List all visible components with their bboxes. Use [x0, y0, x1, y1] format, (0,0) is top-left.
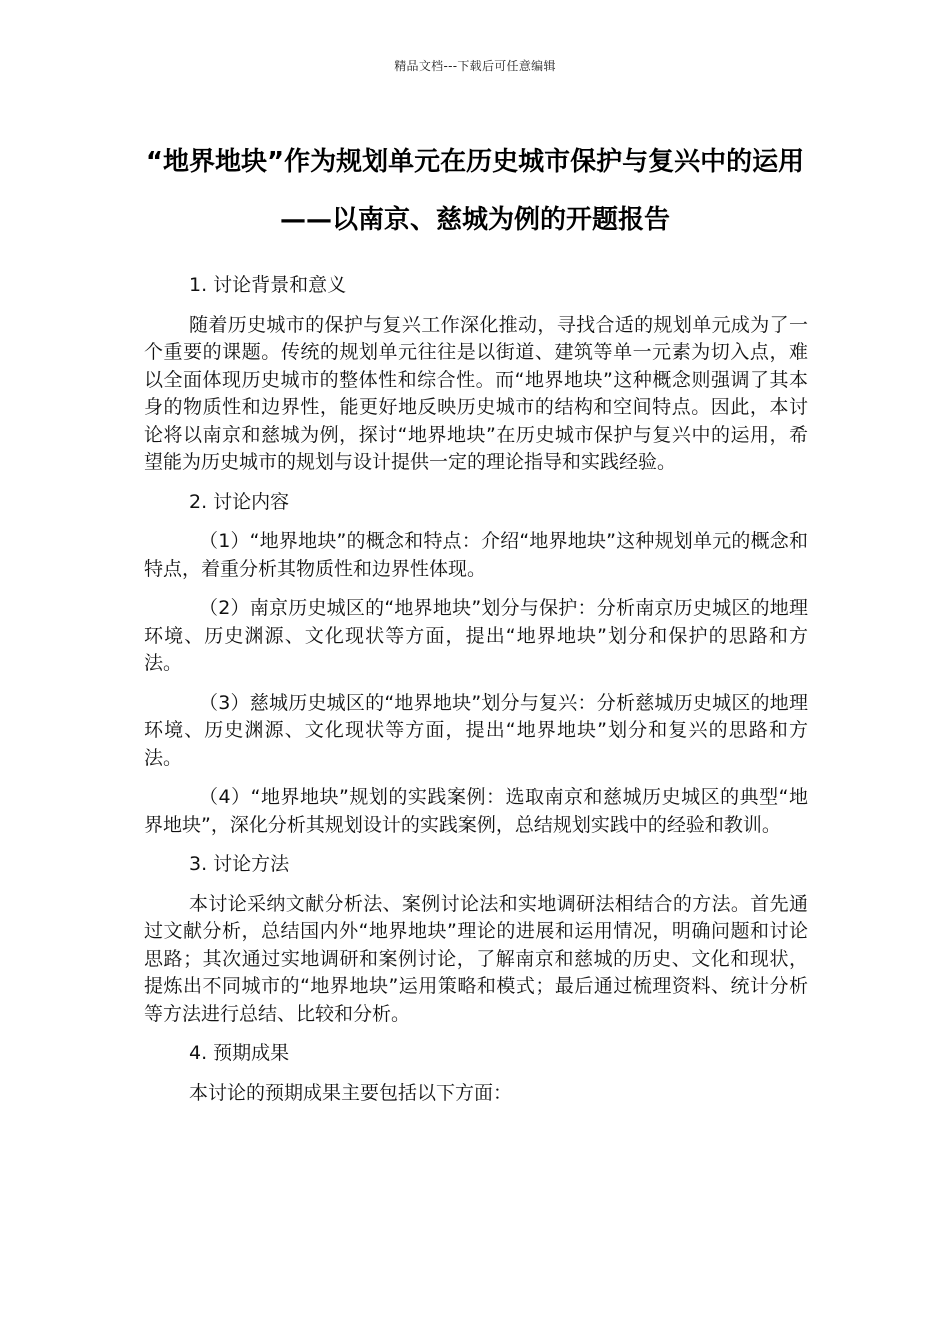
section-heading-outcomes: 4. 预期成果 [189, 1042, 290, 1064]
content-item-1: （1）“地界地块”的概念和特点：介绍“地界地块”这种规划单元的概念和特点，着重分析其物质性和边界性体现。 [144, 530, 808, 580]
content-item-3: （3）慈城历史城区的“地界地块”划分与复兴：分析慈城历史城区的地理环境、历史渊源、文化现状等方面，提出“地界地块”划分和复兴的思路和方法。 [144, 691, 808, 769]
header-note: 精品文档---下载后可任意编辑 [394, 59, 556, 73]
section-paragraph-outcomes: 本讨论的预期成果主要包括以下方面： [189, 1081, 513, 1104]
section-paragraph-background: 随着历史城市的保护与复兴工作深化推动，寻找合适的规划单元成为了一个重要的课题。传统的规划单元往往是以街道、建筑等单一元素为切入点，难以全面体现历史城市的整体性和综合性。而“地界地块”这种概念则强调了其本身的物质性和边界性，能更好地反映历史城市的结构和空间特点。因此，本讨论将以南京和慈城为例，探讨“地界地块”在历史城市保护与复兴中的运用，希望能为历史城市的规划与设计提供一定的理论指导和实践经验。 [144, 313, 808, 473]
section-heading-background: 1. 讨论背景和意义 [189, 274, 347, 296]
document-body [144, 272, 808, 1119]
section-paragraph-method: 本讨论采纳文献分析法、案例讨论法和实地调研法相结合的方法。首先通过文献分析，总结国内外“地界地块”理论的进展和运用情况，明确问题和讨论思路；其次通过实地调研和案例讨论，了解南京和慈城的历史、文化和现状，提炼出不同城市的“地界地块”运用策略和模式；最后通过梳理资料、统计分析等方法进行总结、比较和分析。 [144, 892, 808, 1025]
section-heading-content: 2. 讨论内容 [189, 490, 290, 513]
content-item-4: （4）“地界地块”规划的实践案例：选取南京和慈城历史城区的典型“地界地块”，深化分析其规划设计的实践案例，总结规划实践中的经验和教训。 [144, 786, 808, 836]
content-item-2: （2）南京历史城区的“地界地块”划分与保护：分析南京历史城区的地理环境、历史渊源、文化现状等方面，提出“地界地块”划分和保护的思路和方法。 [144, 597, 808, 674]
section-heading-method: 3. 讨论方法 [189, 853, 290, 875]
document-title: “地界地块”作为规划单元在历史城市保护与复兴中的运用——以南京、慈城为例的开题报告 [145, 147, 805, 235]
